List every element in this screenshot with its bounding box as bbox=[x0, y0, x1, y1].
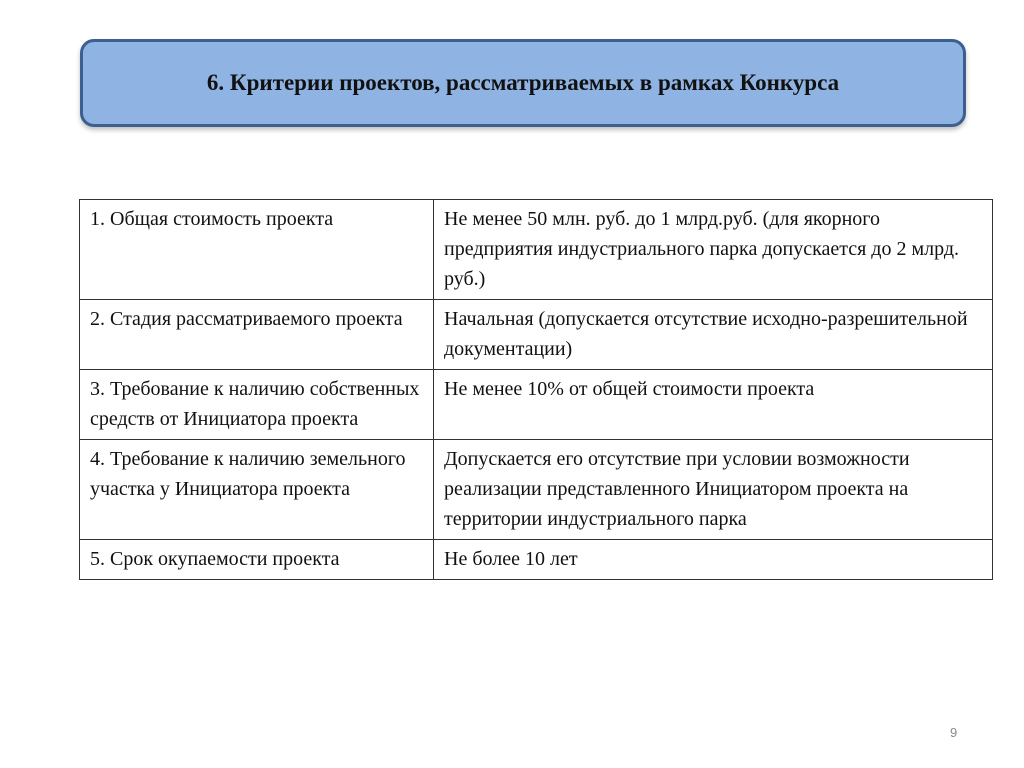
criterion-cell: 5. Срок окупаемости проекта bbox=[80, 540, 434, 580]
slide-title: 6. Критерии проектов, рассматриваемых в рамках Конкурса bbox=[206, 70, 840, 95]
table-row bbox=[80, 370, 993, 440]
criterion-cell: 1. Общая стоимость проекта bbox=[80, 200, 434, 300]
value-cell: Начальная (допускается отсутствие исходно-разрешительной документации) bbox=[434, 300, 993, 370]
criterion-cell: 2. Стадия рассматриваемого проекта bbox=[80, 300, 434, 370]
criteria-table bbox=[79, 199, 993, 580]
table-row bbox=[80, 300, 993, 370]
value-cell: Не менее 10% от общей стоимости проекта bbox=[434, 370, 993, 440]
table-row bbox=[80, 440, 993, 540]
criterion-cell: 3. Требование к наличию собственных средств от Инициатора проекта bbox=[80, 370, 434, 440]
table-row bbox=[80, 540, 993, 580]
criterion-cell: 4. Требование к наличию земельного участка у Инициатора проекта bbox=[80, 440, 434, 540]
page-number: 9 bbox=[950, 725, 958, 740]
value-cell: Допускается его отсутствие при условии возможности реализации представленного Инициатором проекта на территории индустриального парка bbox=[434, 440, 993, 540]
value-cell: Не менее 50 млн. руб. до 1 млрд.руб. (для якорного предприятия индустриального парка допускается до 2 млрд. руб.) bbox=[434, 200, 993, 300]
value-cell: Не более 10 лет bbox=[434, 540, 993, 580]
title-box bbox=[80, 39, 966, 127]
table-row bbox=[80, 200, 993, 300]
